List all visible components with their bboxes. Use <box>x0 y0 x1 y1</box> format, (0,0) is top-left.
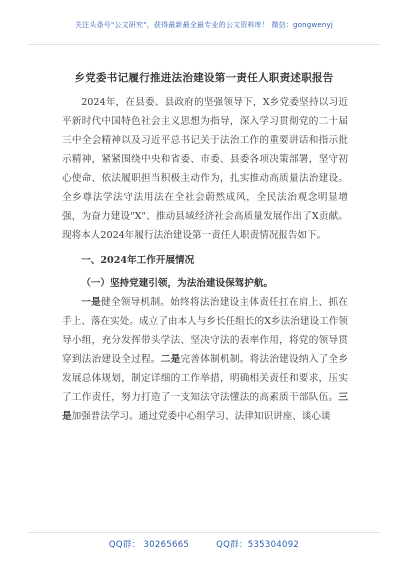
footer-divider <box>28 532 380 533</box>
body-paragraph <box>62 293 348 426</box>
document-title: 乡党委书记履行推进法治建设第一责任人职责述职报告 <box>74 72 334 84</box>
footer-qq-group-1: QQ群： 30265665 <box>108 540 190 550</box>
point-lead-2: 二是 <box>160 354 181 365</box>
point-text-2: 完善体制机制。将法治建设纳入了全乡发展总体规划，制定详细的工作举措，明确相关责任和要求，压实了工作责任，努力打造了一支知法守法懂法的高素质干部队伍。 <box>62 354 349 403</box>
footer-qq-group-2: QQ群：535304092 <box>216 540 300 550</box>
intro-paragraph: 2024年，在县委、县政府的坚强领导下，X乡党委坚持以习近平新时代中国特色社会主义思想为指导，深入学习贯彻党的二十届三中全会精神以及习近平总书记关于法治工作的重要讲话和指示批示精神，紧紧围绕中央和省委、市委、县委各项决策部署，坚守初心使命、依法履职担当积极主动作为，扎实推动高质量法治建设。全乡尊法学法守法用法在全社会蔚然成风，全民法治观念明显增强，为奋力建设"X"、推动县域经济社会高质量发展作出了X贡献。现将本人2024年履行法治建设第一责任人职责情况报告如下。 <box>62 97 348 241</box>
section-heading: 一、2024年工作开展情况 <box>81 255 195 266</box>
point-lead-3: 三是 <box>62 392 348 422</box>
document-body <box>62 93 348 426</box>
header-banner: 关注头条号"公文研究"，获得最新最全最专业的公文资料库！ 微信：gongwenyj <box>74 21 334 29</box>
point-text-3: 加强普法学习。通过党委中心组学习、法律知识讲座、谈心谈 <box>71 411 331 422</box>
subsection-heading: （一）坚持党建引领，为法治建设保驾护航。 <box>81 278 274 289</box>
point-lead-1: 一是 <box>81 297 101 308</box>
point-text-1: 健全领导机制。始终将法治建设主体责任扛在肩上、抓在手上、落在实处。成立了由本人与乡长任组长的X乡法治建设工作领导小组，充分发挥带头学法、坚决守法的表率作用，将党的领导贯穿到法治建设全过程。 <box>62 297 349 365</box>
footer <box>0 538 408 550</box>
header-divider <box>28 44 380 45</box>
